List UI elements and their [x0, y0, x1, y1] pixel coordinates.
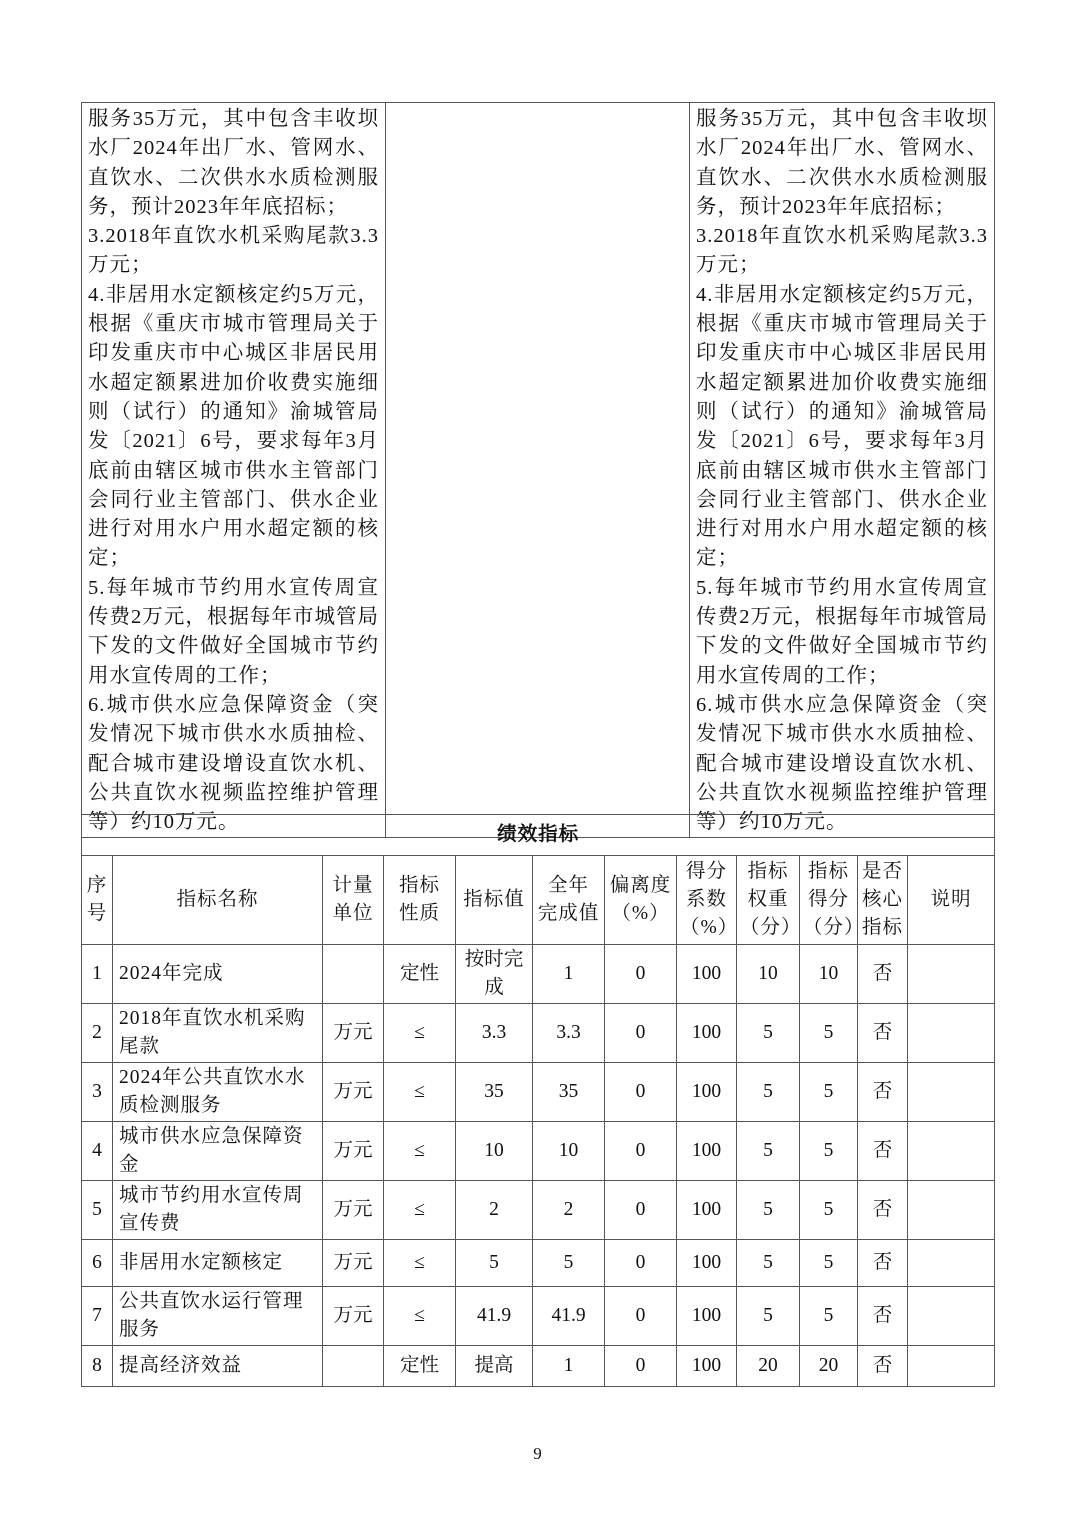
cell-core: 否: [858, 1287, 908, 1346]
cell-score: 10: [800, 945, 858, 1004]
left-paragraph: 6.城市供水应急保障资金（突发情况下城市供水水质抽检、配合城市建设增设直饮水机、公共直饮水视频监控维护管理等）约10万元。: [88, 693, 379, 834]
cell-note: [908, 1063, 995, 1122]
cell-name: 城市节约用水宣传周宣传费: [113, 1181, 323, 1240]
cell-deviation: 0: [605, 1122, 677, 1181]
cell-deviation: 0: [605, 945, 677, 1004]
cell-coefficient: 100: [677, 1287, 737, 1346]
cell-name: 2024年公共直饮水水质检测服务: [113, 1063, 323, 1122]
cell-core: 否: [858, 1004, 908, 1063]
cell-note: [908, 1240, 995, 1287]
cell-completed: 35: [533, 1063, 605, 1122]
table-row: [82, 1287, 995, 1346]
cell-unit: 万元: [323, 1181, 384, 1240]
cell-name: 公共直饮水运行管理服务: [113, 1287, 323, 1346]
right-paragraph: 5.每年城市节约用水宣传周宣传费2万元，根据每年市城管局下发的文件做好全国城市节约用水宣传周的工作；: [696, 576, 988, 687]
indicator-section-title: 绩效指标: [82, 815, 995, 856]
performance-indicator-table: [81, 814, 995, 1387]
cell-name: 城市供水应急保障资金: [113, 1122, 323, 1181]
cell-value: 35: [456, 1063, 533, 1122]
cell-deviation: 0: [605, 1063, 677, 1122]
table-row: [82, 1181, 995, 1240]
cell-score: 5: [800, 1004, 858, 1063]
indicator-header-row: [82, 856, 995, 945]
cell-nature: ≤: [384, 1287, 456, 1346]
cell-value: 3.3: [456, 1004, 533, 1063]
header-note: 说明: [908, 856, 995, 945]
cell-name: 2024年完成: [113, 945, 323, 1004]
cell-nature: ≤: [384, 1240, 456, 1287]
header-core: 是否 核心 指标: [858, 856, 908, 945]
cell-score: 5: [800, 1122, 858, 1181]
cell-nature: 定性: [384, 945, 456, 1004]
cell-weight: 5: [737, 1287, 800, 1346]
cell-deviation: 0: [605, 1346, 677, 1387]
table-row: [82, 1004, 995, 1063]
cell-nature: ≤: [384, 1004, 456, 1063]
cell-seq: 1: [82, 945, 113, 1004]
cell-unit: [323, 1346, 384, 1387]
cell-deviation: 0: [605, 1004, 677, 1063]
cell-completed: 1: [533, 1346, 605, 1387]
cell-seq: 6: [82, 1240, 113, 1287]
cell-completed: 1: [533, 945, 605, 1004]
table-row: [82, 1063, 995, 1122]
cell-note: [908, 1346, 995, 1387]
cell-core: 否: [858, 1181, 908, 1240]
cell-note: [908, 945, 995, 1004]
right-paragraph: 服务35万元，其中包含丰收坝水厂2024年出厂水、管网水、直饮水、二次供水水质检测服务，预计2023年年底招标；: [696, 108, 988, 218]
cell-nature: ≤: [384, 1063, 456, 1122]
cell-unit: 万元: [323, 1004, 384, 1063]
cell-nature: ≤: [384, 1181, 456, 1240]
cell-value: 41.9: [456, 1287, 533, 1346]
header-seq: 序 号: [82, 856, 113, 945]
cell-name: 2018年直饮水机采购尾款: [113, 1004, 323, 1063]
cell-seq: 4: [82, 1122, 113, 1181]
cell-unit: 万元: [323, 1240, 384, 1287]
cell-score: 5: [800, 1240, 858, 1287]
cell-completed: 5: [533, 1240, 605, 1287]
cell-core: 否: [858, 945, 908, 1004]
cell-score: 5: [800, 1287, 858, 1346]
cell-value: 提高: [456, 1346, 533, 1387]
cell-completed: 2: [533, 1181, 605, 1240]
cell-deviation: 0: [605, 1287, 677, 1346]
header-completed: 全年 完成值: [533, 856, 605, 945]
right-paragraph: 6.城市供水应急保障资金（突发情况下城市供水水质抽检、配合城市建设增设直饮水机、公共直饮水视频监控维护管理等）约10万元。: [696, 693, 988, 834]
cell-seq: 3: [82, 1063, 113, 1122]
cell-unit: 万元: [323, 1063, 384, 1122]
header-nature: 指标 性质: [384, 856, 456, 945]
cell-note: [908, 1122, 995, 1181]
cell-note: [908, 1181, 995, 1240]
page-number: 9: [533, 1444, 542, 1463]
cell-weight: 5: [737, 1004, 800, 1063]
header-value: 指标值: [456, 856, 533, 945]
cell-core: 否: [858, 1346, 908, 1387]
left-paragraph: 3.2018年直饮水机采购尾款3.3万元；: [88, 225, 379, 277]
cell-nature: ≤: [384, 1122, 456, 1181]
cell-name: 提高经济效益: [113, 1346, 323, 1387]
table-row: [82, 1346, 995, 1387]
cell-seq: 5: [82, 1181, 113, 1240]
header-name: 指标名称: [113, 856, 323, 945]
cell-coefficient: 100: [677, 1181, 737, 1240]
cell-name: 非居用水定额核定: [113, 1240, 323, 1287]
continuation-table: [81, 102, 995, 838]
cell-weight: 5: [737, 1063, 800, 1122]
cell-weight: 5: [737, 1181, 800, 1240]
cell-note: [908, 1287, 995, 1346]
left-paragraph: 服务35万元，其中包含丰收坝水厂2024年出厂水、管网水、直饮水、二次供水水质检测服务，预计2023年年底招标；: [88, 108, 379, 218]
cell-weight: 10: [737, 945, 800, 1004]
cell-weight: 20: [737, 1346, 800, 1387]
cell-coefficient: 100: [677, 945, 737, 1004]
cell-completed: 41.9: [533, 1287, 605, 1346]
cell-completed: 10: [533, 1122, 605, 1181]
header-deviation: 偏离度 （%）: [605, 856, 677, 945]
left-description-cell: [82, 103, 386, 838]
cell-value: 2: [456, 1181, 533, 1240]
cell-score: 5: [800, 1181, 858, 1240]
cell-seq: 2: [82, 1004, 113, 1063]
cell-core: 否: [858, 1240, 908, 1287]
header-unit: 计量 单位: [323, 856, 384, 945]
table-row: [82, 945, 995, 1004]
cell-core: 否: [858, 1122, 908, 1181]
cell-deviation: 0: [605, 1240, 677, 1287]
cell-score: 5: [800, 1063, 858, 1122]
right-paragraph: 4.非居用水定额核定约5万元，根据《重庆市城市管理局关于印发重庆市中心城区非居民用水超定额累进加价收费实施细则（试行）的通知》渝城管局发〔2021〕6号，要求每年3月底前由辖区城市供水主管部门会同行业主管部门、供水企业进行对用水户用水超定额的核定；: [696, 283, 988, 570]
header-coefficient: 得分 系数 （%）: [677, 856, 737, 945]
cell-value: 按时完成: [456, 945, 533, 1004]
cell-coefficient: 100: [677, 1346, 737, 1387]
cell-coefficient: 100: [677, 1240, 737, 1287]
cell-unit: [323, 945, 384, 1004]
cell-nature: 定性: [384, 1346, 456, 1387]
cell-value: 5: [456, 1240, 533, 1287]
right-paragraph: 3.2018年直饮水机采购尾款3.3万元；: [696, 225, 988, 277]
cell-weight: 5: [737, 1240, 800, 1287]
cell-coefficient: 100: [677, 1122, 737, 1181]
cell-value: 10: [456, 1122, 533, 1181]
middle-empty-cell: [386, 103, 690, 838]
cell-core: 否: [858, 1063, 908, 1122]
cell-unit: 万元: [323, 1287, 384, 1346]
left-paragraph: 5.每年城市节约用水宣传周宣传费2万元，根据每年市城管局下发的文件做好全国城市节约用水宣传周的工作；: [88, 576, 379, 687]
header-weight: 指标 权重 （分）: [737, 856, 800, 945]
cell-seq: 8: [82, 1346, 113, 1387]
cell-weight: 5: [737, 1122, 800, 1181]
cell-coefficient: 100: [677, 1063, 737, 1122]
cell-unit: 万元: [323, 1122, 384, 1181]
cell-seq: 7: [82, 1287, 113, 1346]
cell-score: 20: [800, 1346, 858, 1387]
table-row: [82, 1240, 995, 1287]
header-score: 指标 得分 （分）: [800, 856, 858, 945]
cell-note: [908, 1004, 995, 1063]
left-paragraph: 4.非居用水定额核定约5万元，根据《重庆市城市管理局关于印发重庆市中心城区非居民用水超定额累进加价收费实施细则（试行）的通知》渝城管局发〔2021〕6号，要求每年3月底前由辖区城市供水主管部门会同行业主管部门、供水企业进行对用水户用水超定额的核定；: [88, 283, 379, 570]
right-description-cell: [690, 103, 995, 838]
cell-completed: 3.3: [533, 1004, 605, 1063]
table-row: [82, 1122, 995, 1181]
cell-coefficient: 100: [677, 1004, 737, 1063]
cell-deviation: 0: [605, 1181, 677, 1240]
